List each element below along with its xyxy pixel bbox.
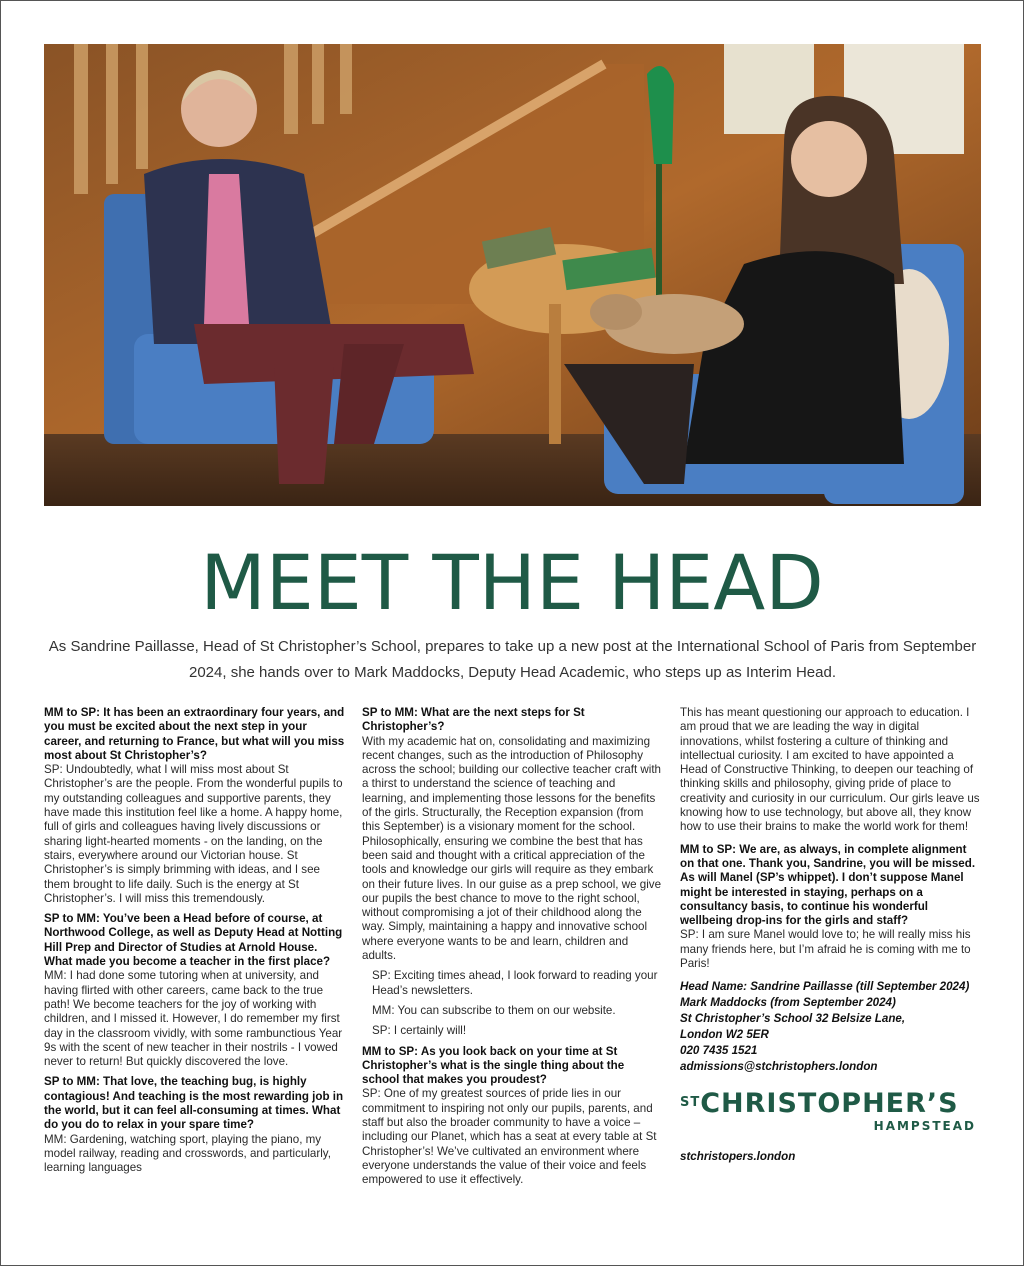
contact-head-name: Head Name: Sandrine Paillasse (till September 2024) xyxy=(680,980,970,994)
contact-interim-head: Mark Maddocks (from September 2024) xyxy=(680,996,896,1010)
question-5: MM to SP: As you look back on your time at St Christopher’s what is the single thing about the school that makes you proudest? xyxy=(362,1044,625,1087)
answer-1: SP: Undoubtedly, what I will miss most about St Christopher’s are the people. From the wonderful pupils to my outstanding colleagues and supportive parents, they have made this institution feel like a home. A happy home, full of girls and colleagues having lively discussions or sharing light-hearted moments - on the landing, on the stairs, everywhere around our Victorian house. St Christopher’s is simply brimming with ideas, and I see them brought to life daily. Such is the energy at St Christopher’s. I will miss this tremendously. xyxy=(44,763,343,905)
answer-4: With my academic hat on, consolidating and maximizing recent changes, such as the introduction of Philosophy across the school; building our collective teacher craft with a thirst to understand the science of teaching and learning, and implementing those lessons for the benefits of the girls. Structurally, the Reception expansion (from this September) is a visionary moment for the school. Philosophically, ensuring we combine the best that has been said and thought with a critical appreciation of the tools and knowledge our girls will require as they embark on their future lives. In our guise as a prep school, we give our pupils the best chance to move to the right school, without compromising a jot of their childhood along the way. Simply, maintaining a happy and innovative school where everyone wants to be and learn, children and adults. xyxy=(362,734,662,963)
question-1: MM to SP: It has been an extraordinary four years, and you must be excited about the next step in your career, and returning to France, but what will you miss most about St Christopher’s? xyxy=(44,706,345,762)
contact-address-2: London W2 5ER xyxy=(680,1028,769,1042)
contact-block xyxy=(680,979,980,1075)
website-link[interactable]: stchristopers.london xyxy=(680,1149,796,1163)
column-1 xyxy=(44,706,346,1182)
contact-phone: 020 7435 1521 xyxy=(680,1044,758,1058)
question-4: SP to MM: What are the next steps for St Christopher’s? xyxy=(362,706,585,734)
question-3: SP to MM: That love, the teaching bug, is highly contagious! And teaching is the most rewarding job in the world, but it can feel all-consuming at times. What do you do to relax in your spare time? xyxy=(44,1075,344,1132)
exchange-sp-2: SP: I certainly will! xyxy=(372,1024,467,1038)
answer-5-continued: This has meant questioning our approach to education. I am proud that we are leading the way in digital innovations, whilst fostering a culture of thinking and intellectual curiosity. I am excited to have appointed a Head of Constructive Thinking, to deepen our teaching of thinking skills and philosophy, giving pride of place to creativity and curiosity in our curriculum. Our girls leave us knowing how to use technology, but above all, they know how to use their brains to make the world work for them! xyxy=(680,706,980,834)
column-3 xyxy=(680,706,980,1164)
question-6: MM to SP: We are, as always, in complete alignment on that one. Thank you, Sandrine, you will be missed. As will Manel (SP’s whippet). I don’t suppose Manel might be interested in staying, perhaps on a consultancy basis, to continue his wonderful wellbeing drop-ins for the girls and staff? xyxy=(680,842,976,928)
answer-3: MM: Gardening, watching sport, playing the piano, my model railway, reading and crosswords, and particularly, learning languages xyxy=(44,1132,331,1175)
page-title: MEET THE HEAD xyxy=(200,538,824,627)
exchange-sp-1: SP: Exciting times ahead, I look forward to reading your Head’s newsletters. xyxy=(372,969,658,997)
column-2 xyxy=(362,706,662,1194)
school-logo xyxy=(680,1089,980,1133)
logo-subtitle: HAMPSTEAD xyxy=(873,1119,976,1134)
logo-st: ST xyxy=(680,1095,701,1111)
answer-2: MM: I had done some tutoring when at university, and having flirted with other careers, came back to the true path! We become teachers for the joy of working with children, and I missed it. However, I do remember my first day in the classroom vividly, with some rambunctious Year 9s with the scent of new teacher in their nostrils - I vowed never to return! But quickly discovered the love. xyxy=(44,969,343,1069)
header-photo xyxy=(44,44,981,506)
contact-email[interactable]: admissions@stchristophers.london xyxy=(680,1060,878,1074)
answer-6: SP: I am sure Manel would love to; he will really miss his many friends here, but I’m afraid he is coming with me to Paris! xyxy=(680,928,971,971)
answer-5: SP: One of my greatest sources of pride lies in our commitment to inspiring not only our pupils, parents, and staff but also the broader community to have a voice – including our Planet, which has a seat at every table at St Christopher’s! We’ve cultivated an environment where everyone understands the value of their voice and feels empowered to use it effectively. xyxy=(362,1087,657,1187)
contact-address-1: St Christopher’s School 32 Belsize Lane, xyxy=(680,1012,906,1026)
exchange-mm-1: MM: You can subscribe to them on our website. xyxy=(372,1003,616,1017)
question-2: SP to MM: You’ve been a Head before of course, at Northwood College, as well as Deputy Head at Notting Hill Prep and Director of Studies at Arnold House. What made you become a teacher in the first place? xyxy=(44,912,343,969)
logo-name: CHRISTOPHER’S xyxy=(700,1088,959,1120)
intro-paragraph: As Sandrine Paillasse, Head of St Christopher’s School, prepares to take up a new post at the International School of Paris from September 2024, she hands over to Mark Maddocks, Deputy Head Academic, who steps up as Interim Head. xyxy=(48,638,977,681)
